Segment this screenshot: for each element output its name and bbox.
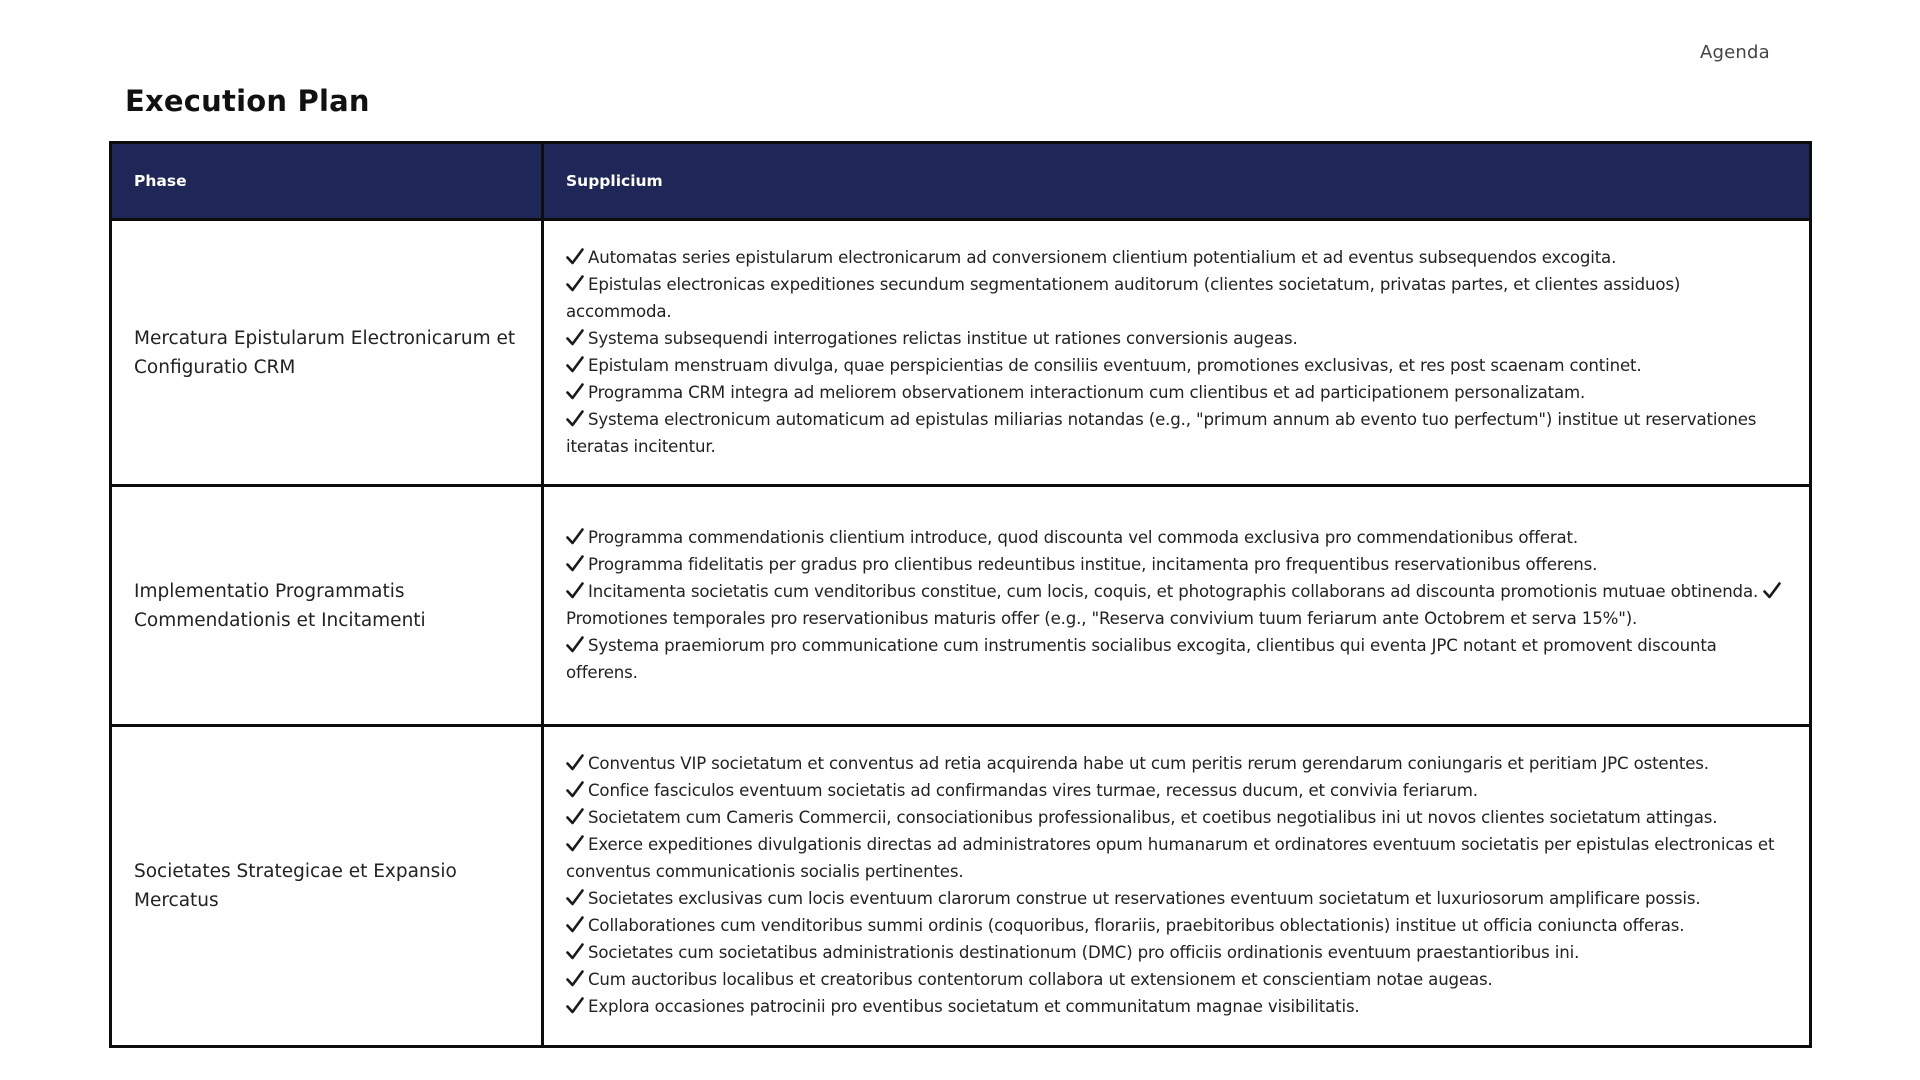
check-icon bbox=[566, 383, 584, 400]
check-icon bbox=[566, 970, 584, 987]
task-text: Conventus VIP societatum et conventus ad retia acquirenda habe ut cum peritis rerum gerendarum coniungaris et peritiam JPC ostentes. bbox=[588, 754, 1709, 773]
task-item bbox=[566, 750, 1787, 777]
check-icon bbox=[566, 997, 584, 1014]
check-icon bbox=[566, 528, 584, 545]
table-row bbox=[111, 726, 1811, 1047]
check-icon bbox=[566, 555, 584, 572]
check-icon bbox=[566, 916, 584, 933]
check-icon bbox=[566, 329, 584, 346]
task-text: Epistulam menstruam divulga, quae perspicientias de consiliis eventuum, promotiones exclusivas, et res post scaenam continet. bbox=[588, 355, 1642, 375]
check-icon bbox=[566, 275, 584, 292]
task-text: Incitamenta societatis cum venditoribus constitue, cum locis, coquis, et photographis collaborans ad discounta promotionis mutuae obtinenda. bbox=[588, 581, 1759, 601]
table-row bbox=[111, 220, 1811, 486]
page-title: Execution Plan bbox=[125, 84, 370, 118]
check-icon bbox=[566, 835, 584, 852]
task-text: Societates exclusivas cum locis eventuum clarorum construe ut reservationes eventuum societatum et luxuriosorum amplificare possis. bbox=[588, 889, 1701, 908]
task-item bbox=[566, 804, 1787, 831]
task-text: Programma commendationis clientium introduce, quod discounta vel commoda exclusiva pro commendationibus offerat. bbox=[588, 527, 1579, 547]
task-text: Programma fidelitatis per gradus pro clientibus redeuntibus institue, incitamenta pro frequentibus reservationibus offerens. bbox=[588, 554, 1598, 574]
task-text: Cum auctoribus localibus et creatoribus contentorum collabora ut extensionem et conscientiam notae augeas. bbox=[588, 970, 1493, 989]
check-icon bbox=[566, 356, 584, 373]
task-item bbox=[566, 379, 1787, 406]
task-text: Epistulas electronicas expeditiones secundum segmentationem auditorum (clientes societatum, privatas partes, et clientes assiduos) accommoda. bbox=[566, 274, 1681, 321]
task-item bbox=[566, 325, 1787, 352]
tasks-cell bbox=[543, 726, 1811, 1047]
column-header-phase: Phase bbox=[111, 143, 543, 220]
check-icon bbox=[566, 636, 584, 653]
check-icon bbox=[566, 754, 584, 771]
task-item bbox=[566, 939, 1787, 966]
task-item bbox=[566, 352, 1787, 379]
task-text: Collaborationes cum venditoribus summi ordinis (coquoribus, florariis, praebitoribus oblectationis) institue ut officia coniuncta offeras. bbox=[588, 916, 1685, 935]
task-item bbox=[566, 551, 1787, 578]
task-item bbox=[566, 406, 1787, 460]
task-text: Automatas series epistularum electronicarum ad conversionem clientium potentialium et ad eventus subsequendos excogita. bbox=[588, 247, 1617, 267]
tasks-cell bbox=[543, 486, 1811, 726]
task-text: Programma CRM integra ad meliorem observationem interactionum cum clientibus et ad participationem personalizatam. bbox=[588, 382, 1586, 402]
task-item bbox=[566, 271, 1787, 325]
task-text: Systema subsequendi interrogationes relictas institue ut rationes conversionis augeas. bbox=[588, 328, 1298, 348]
task-text: Societatem cum Cameris Commercii, consociationibus professionalibus, et coetibus negotialibus ini ut novos clientes societatum attingas. bbox=[588, 808, 1718, 827]
task-item bbox=[566, 885, 1787, 912]
task-text: Exerce expeditiones divulgationis directas ad administratores opum humanarum et ordinatores eventuum societatis per epistulas electronicas et conventus communicationis socialis pertinentes. bbox=[566, 835, 1775, 881]
task-text: Societates cum societatibus administrationis destinationum (DMC) pro officiis ordinationis eventuum praestantioribus ini. bbox=[588, 943, 1580, 962]
section-label-agenda: Agenda bbox=[1700, 42, 1770, 63]
task-text: Systema electronicum automaticum ad epistulas miliarias notandas (e.g., "primum annum ab evento tuo perfectum") institue ut reservationes iteratas incitentur. bbox=[566, 409, 1757, 456]
phase-cell: Societates Strategicae et Expansio Mercatus bbox=[111, 726, 543, 1047]
task-item bbox=[566, 582, 1758, 601]
check-icon bbox=[566, 943, 584, 960]
execution-plan-table bbox=[109, 141, 1812, 1048]
task-item bbox=[566, 777, 1787, 804]
task-text: Confice fasciculos eventuum societatis ad confirmandas vires turmae, recessus ducum, et convivia feriarum. bbox=[588, 781, 1478, 800]
phase-cell: Mercatura Epistularum Electronicarum et Configuratio CRM bbox=[111, 220, 543, 486]
check-icon bbox=[566, 410, 584, 427]
column-header-supplicium: Supplicium bbox=[543, 143, 1811, 220]
task-text: Systema praemiorum pro communicatione cum instrumentis socialibus excogita, clientibus qui eventa JPC notant et promovent discounta offerens. bbox=[566, 635, 1717, 682]
task-item bbox=[566, 632, 1787, 686]
task-item bbox=[566, 244, 1787, 271]
table-header-row bbox=[111, 143, 1811, 220]
check-icon bbox=[566, 248, 584, 265]
check-icon bbox=[566, 808, 584, 825]
tasks-cell bbox=[543, 220, 1811, 486]
check-icon bbox=[1763, 582, 1781, 599]
task-item bbox=[566, 912, 1787, 939]
task-text: Explora occasiones patrocinii pro eventibus societatum et communitatum magnae visibilitatis. bbox=[588, 997, 1360, 1016]
phase-cell: Implementatio Programmatis Commendationis et Incitamenti bbox=[111, 486, 543, 726]
task-item bbox=[566, 993, 1787, 1020]
task-item bbox=[566, 524, 1787, 551]
check-icon bbox=[566, 781, 584, 798]
task-item bbox=[566, 966, 1787, 993]
check-icon bbox=[566, 582, 584, 599]
task-text: Promotiones temporales pro reservationibus maturis offer (e.g., "Reserva convivium tuum feriarum ante Octobrem et serva 15%"). bbox=[566, 608, 1638, 628]
task-item bbox=[566, 831, 1787, 885]
table-row bbox=[111, 486, 1811, 726]
check-icon bbox=[566, 889, 584, 906]
